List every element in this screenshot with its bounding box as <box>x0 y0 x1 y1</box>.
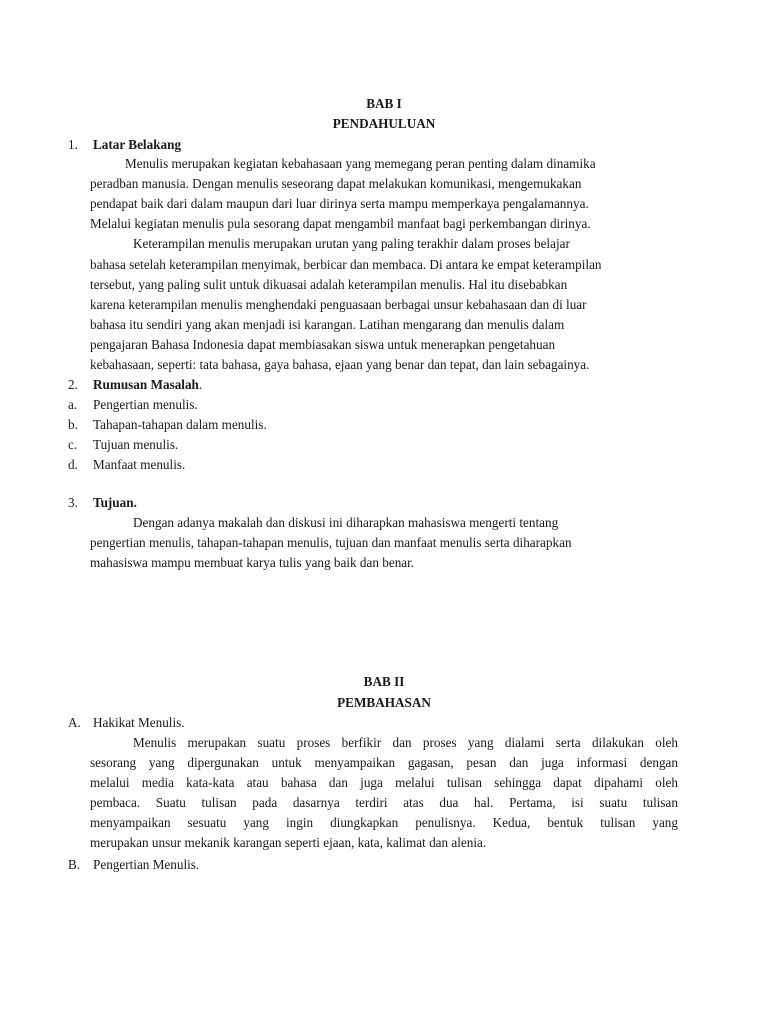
section-heading: Tujuan. <box>93 495 137 510</box>
paragraph-line: Keterampilan menulis merupakan urutan yang paling terakhir dalam proses belajar <box>133 236 570 251</box>
section-heading: Pengertian Menulis. <box>93 857 200 872</box>
paragraph-line: Menulis merupakan suatu proses berfikir dan proses yang dialami serta dilakukan oleh <box>133 735 678 750</box>
paragraph-line: sesorang yang dipergunakan untuk menyampaikan gagasan, pesan dan juga informasi dengan <box>90 755 678 770</box>
paragraph-line: Dengan adanya makalah dan diskusi ini diharapkan mahasiswa mengerti tentang <box>133 515 559 530</box>
paragraph-line: merupakan unsur mekanik karangan seperti ejaan, kata, kalimat dan alenia. <box>90 835 487 850</box>
paragraph-line: karena keterampilan menulis menghendaki penguasaan berbagai unsur kebahasaan dan di luar <box>90 297 587 312</box>
section-number: 3. <box>68 495 78 510</box>
chapter-subtitle: PEMBAHASAN <box>337 695 431 710</box>
paragraph-line: Melalui kegiatan menulis pula sesorang dapat mengambil manfaat bagi perkembangan dirinya. <box>90 216 591 231</box>
chapter-title: BAB II <box>363 674 405 689</box>
paragraph-line: tersebut, yang paling sulit untuk dikuasai adalah keterampilan menulis. Hal itu disebabkan <box>90 277 568 292</box>
list-marker: d. <box>68 457 78 472</box>
paragraph-line: kebahasaan, seperti: tata bahasa, gaya bahasa, ejaan yang benar dan tepat, dan lain sebagainya. <box>90 357 590 372</box>
paragraph-line: bahasa setelah keterampilan menyimak, berbicar dan membaca. Di antara ke empat keterampilan <box>90 257 602 272</box>
paragraph-line: pengertian menulis, tahapan-tahapan menulis, tujuan dan manfaat menulis serta diharapkan <box>90 535 572 550</box>
list-marker: a. <box>68 397 78 412</box>
paragraph-line: mahasiswa mampu membuat karya tulis yang baik dan benar. <box>90 555 415 570</box>
chapter-subtitle: PENDAHULUAN <box>332 116 436 131</box>
paragraph-line: Menulis merupakan kegiatan kebahasaan yang memegang peran penting dalam dinamika <box>125 156 596 171</box>
section-heading: Hakikat Menulis. <box>93 715 185 730</box>
paragraph-line: menyampaikan sesuatu yang ingin diungkapkan penulisnya. Kedua, bentuk tulisan yang <box>90 815 678 830</box>
section-heading-title: Rumusan Masalah <box>93 377 199 392</box>
paragraph-line: pembaca. Suatu tulisan pada dasarnya terdiri atas dua hal. Pertama, isi suatu tulisan <box>90 795 678 810</box>
section-number: 2. <box>68 377 78 392</box>
paragraph-line: melalui media kata-kata atau bahasa dan juga melalui tulisan sehingga dapat dipahami oleh <box>90 775 678 790</box>
paragraph-line: pengajaran Bahasa Indonesia dapat membiasakan siswa untuk menerapkan pengetahuan <box>90 337 556 352</box>
list-item: Tujuan menulis. <box>93 437 179 452</box>
section-number: 1. <box>68 137 78 152</box>
list-item: Pengertian menulis. <box>93 397 198 412</box>
list-marker: b. <box>68 417 78 432</box>
section-marker: A. <box>68 715 81 730</box>
list-item: Manfaat menulis. <box>93 457 186 472</box>
chapter-title: BAB I <box>366 96 402 111</box>
section-heading-suffix: . <box>198 377 203 392</box>
paragraph-line: pendapat baik dari dalam maupun dari luar dirinya serta mampu memperkaya pengalamannya. <box>90 196 589 211</box>
list-marker: c. <box>68 437 78 452</box>
list-item: Tahapan-tahapan dalam menulis. <box>93 417 267 432</box>
section-heading: Latar Belakang <box>93 137 182 152</box>
paragraph-line: peradban manusia. Dengan menulis seseorang dapat melakukan komunikasi, mengemukakan <box>90 176 582 191</box>
section-heading <box>93 375 202 395</box>
section-marker: B. <box>68 857 81 872</box>
paragraph-line: bahasa itu sendiri yang akan menjadi isi karangan. Latihan mengarang dan menulis dalam <box>90 317 565 332</box>
